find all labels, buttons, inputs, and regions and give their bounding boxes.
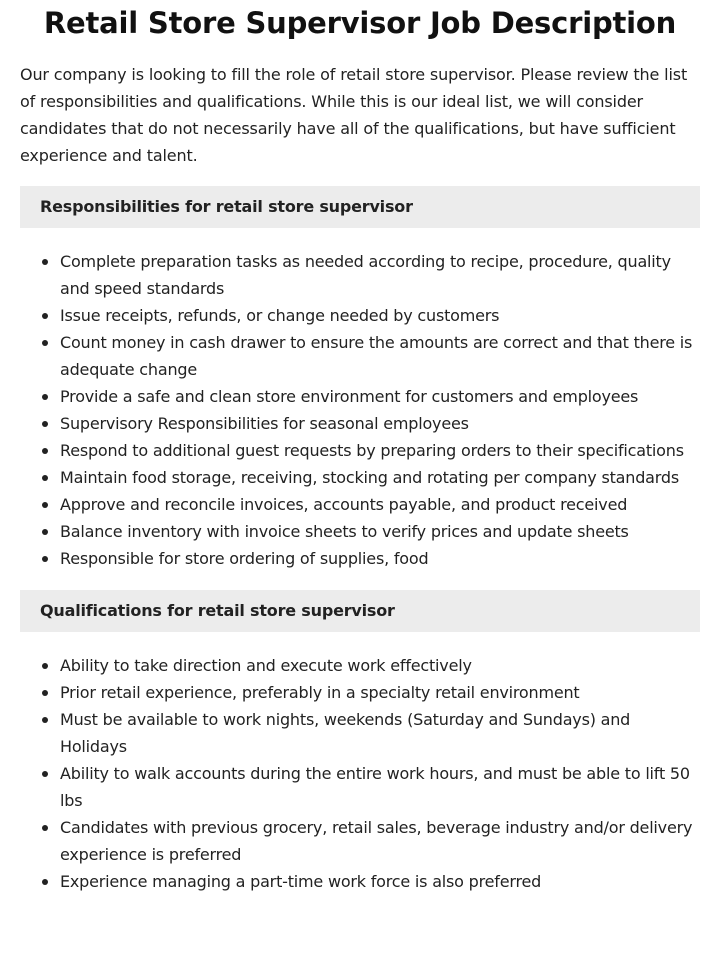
bullet-icon <box>42 879 48 885</box>
page-title: Retail Store Supervisor Job Description <box>43 6 677 40</box>
list-item-text: Experience managing a part-time work force is also preferred <box>60 872 542 891</box>
list-item-text: Count money in cash drawer to ensure the amounts are correct and that there is adequate change <box>60 333 693 379</box>
list-item-text: Must be available to work nights, weekends (Saturday and Sundays) and Holidays <box>60 710 631 756</box>
list-item <box>20 302 700 329</box>
list-item-text: Respond to additional guest requests by preparing orders to their specifications <box>60 441 684 460</box>
qualifications-heading: Qualifications for retail store supervisor <box>20 590 700 632</box>
bullet-icon <box>42 475 48 481</box>
list-item <box>20 868 700 895</box>
bullet-icon <box>42 825 48 831</box>
list-item <box>20 706 700 760</box>
responsibilities-heading: Responsibilities for retail store supervisor <box>20 186 700 228</box>
list-item <box>20 491 700 518</box>
bullet-icon <box>42 313 48 319</box>
list-item-text: Maintain food storage, receiving, stocking and rotating per company standards <box>60 468 679 487</box>
list-item-text: Responsible for store ordering of supplies, food <box>60 549 429 568</box>
list-item <box>20 760 700 814</box>
list-item-text: Ability to take direction and execute work effectively <box>60 656 472 675</box>
bullet-icon <box>42 690 48 696</box>
list-item-text: Candidates with previous grocery, retail sales, beverage industry and/or delivery experience is preferred <box>60 818 693 864</box>
bullet-icon <box>42 556 48 562</box>
bullet-icon <box>42 529 48 535</box>
list-item <box>20 410 700 437</box>
responsibilities-list <box>20 248 700 572</box>
list-item-text: Issue receipts, refunds, or change needed by customers <box>60 306 500 325</box>
bullet-icon <box>42 421 48 427</box>
list-item <box>20 248 700 302</box>
list-item <box>20 518 700 545</box>
list-item <box>20 814 700 868</box>
list-item <box>20 437 700 464</box>
list-item <box>20 383 700 410</box>
list-item <box>20 652 700 679</box>
list-item <box>20 464 700 491</box>
list-item-text: Complete preparation tasks as needed according to recipe, procedure, quality and speed standards <box>60 252 671 298</box>
list-item-text: Supervisory Responsibilities for seasonal employees <box>60 414 469 433</box>
list-item <box>20 679 700 706</box>
bullet-icon <box>42 259 48 265</box>
bullet-icon <box>42 663 48 669</box>
bullet-icon <box>42 771 48 777</box>
bullet-icon <box>42 340 48 346</box>
intro-paragraph: Our company is looking to fill the role of retail store supervisor. Please review the list of responsibilities and qualifications. While this is our ideal list, we will consider candidates that do not necessarily have all of the qualifications, but have sufficient experience and talent. <box>20 65 688 165</box>
list-item-text: Provide a safe and clean store environment for customers and employees <box>60 387 639 406</box>
qualifications-list <box>20 652 700 895</box>
list-item <box>20 545 700 572</box>
list-item-text: Ability to walk accounts during the entire work hours, and must be able to lift 50 lbs <box>60 764 690 810</box>
list-item-text: Balance inventory with invoice sheets to verify prices and update sheets <box>60 522 629 541</box>
list-item-text: Prior retail experience, preferably in a specialty retail environment <box>60 683 580 702</box>
list-item <box>20 329 700 383</box>
bullet-icon <box>42 717 48 723</box>
list-item-text: Approve and reconcile invoices, accounts payable, and product received <box>60 495 628 514</box>
bullet-icon <box>42 394 48 400</box>
bullet-icon <box>42 448 48 454</box>
bullet-icon <box>42 502 48 508</box>
